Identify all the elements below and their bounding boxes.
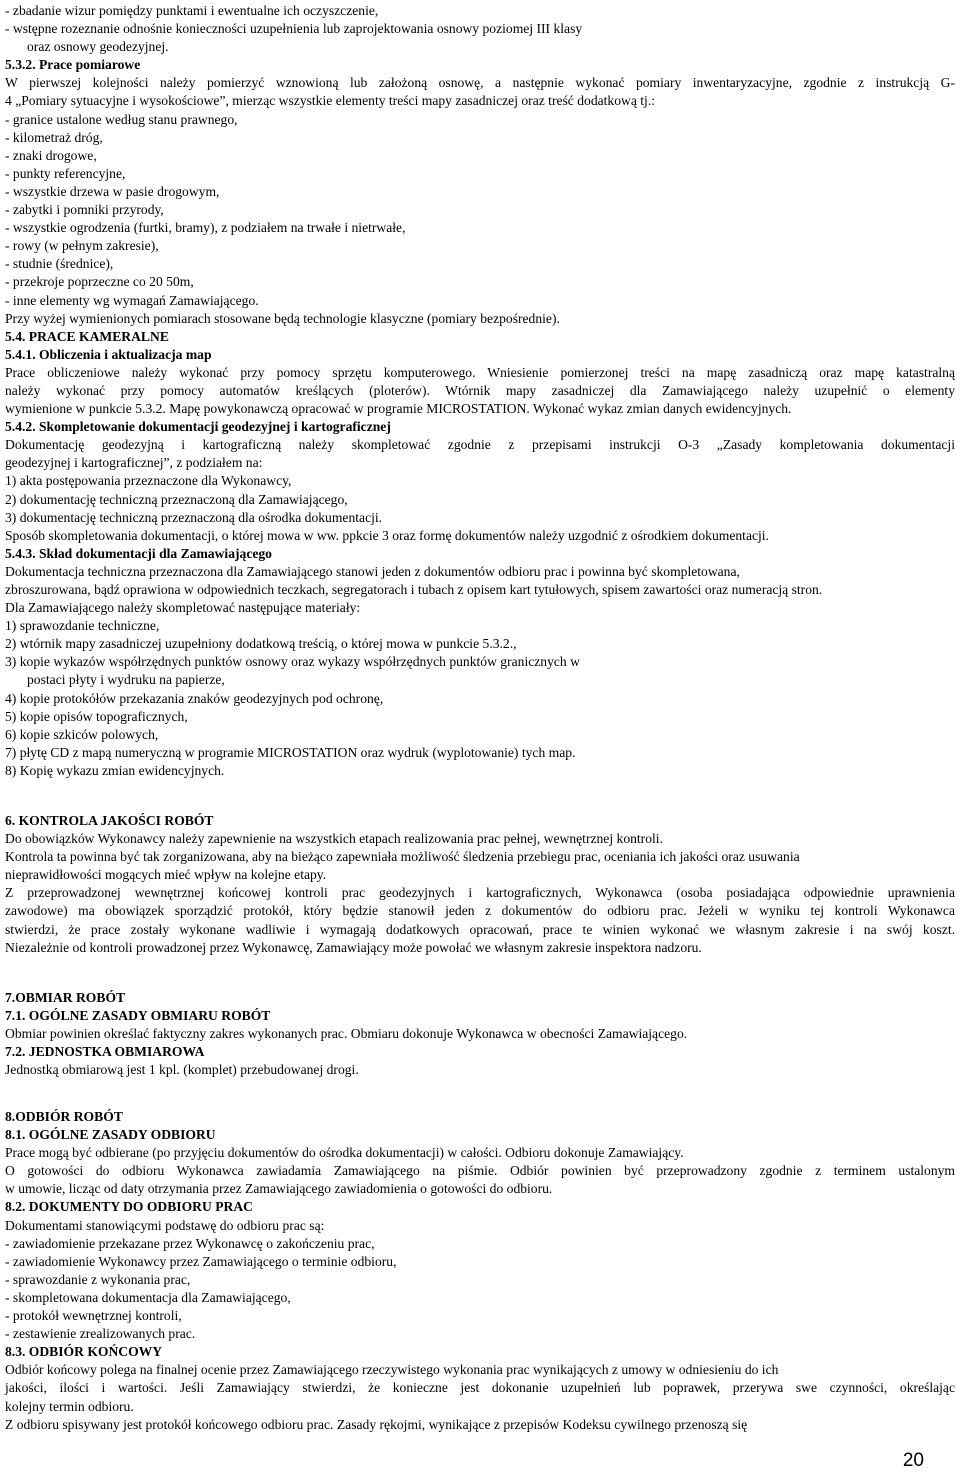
- text-line: 1) akta postępowania przeznaczone dla Wykonawcy,: [5, 473, 292, 489]
- text-line: Dokumentacja techniczna przeznaczona dla Zamawiającego stanowi jeden z dokumentów odbioru prac i powinna być skompletowana,: [5, 563, 740, 579]
- text-line: zbroszurowana, bądź oprawiona w odpowiednich teczkach, segregatorach i tubach z opisem kart tytułowych, spisem zawartości oraz numeracją stron.: [5, 582, 823, 597]
- text-line: Obmiar powinien określać faktyczny zakres wykonanych prac. Obmiaru dokonuje Wykonawca w obecności Zamawiającego.: [5, 1026, 688, 1042]
- text-line: - zawiadomienie przekazane przez Wykonawcę o zakończeniu prac,: [5, 1235, 375, 1251]
- text-block: [5, 1108, 955, 1434]
- text-line: w umowie, licząc od daty otrzymania przez Zamawiającego zawiadomienia o gotowości do odbioru.: [5, 1181, 553, 1197]
- text-line: - znaki drogowe,: [5, 147, 97, 163]
- section-heading: 8.1. OGÓLNE ZASADY ODBIORU: [5, 1127, 216, 1143]
- text-line: 5) kopie opisów topograficznych,: [5, 708, 188, 724]
- text-line: - wstępne rozeznanie odnośnie konieczności uzupełnienia lub zaprojektowania osnowy poziomej III klasy: [5, 21, 583, 37]
- section-heading: 8.2. DOKUMENTY DO ODBIORU PRAC: [5, 1199, 253, 1215]
- text-line: - kilometraż dróg,: [5, 129, 103, 145]
- section-heading: 8.3. ODBIÓR KOŃCOWY: [5, 1344, 163, 1360]
- text-line: Kontrola ta powinna być tak zorganizowana, aby na bieżąco zapewniała możliwość śledzenia przebiegu prac, oceniania ich jakości oraz usuwania: [5, 849, 800, 865]
- section-heading: 6. KONTROLA JAKOŚCI ROBÓT: [5, 813, 214, 828]
- text-line: jakości, ilości i wartości. Jeśli Zamawiający stwierdzi, że konieczne jest dokonanie uzupełnień lub poprawek, przerywa swe czynności, określając: [5, 1380, 955, 1396]
- text-block: [5, 2, 955, 780]
- text-line: Z przeprowadzonej wewnętrznej końcowej kontroli prac geodezyjnych i kartograficznych, Wykonawca (osoba posiadająca odpowiednie uprawnienia: [5, 885, 955, 901]
- section-heading: 5.4.3. Skład dokumentacji dla Zamawiającego: [5, 545, 272, 561]
- section-heading: 5.3.2. Prace pomiarowe: [5, 57, 141, 73]
- section-heading: 7.OBMIAR ROBÓT: [5, 990, 126, 1005]
- text-line: - punkty referencyjne,: [5, 165, 126, 181]
- text-line: - zestawienie zrealizowanych prac.: [5, 1326, 196, 1342]
- section-heading: 5.4.2. Skompletowanie dokumentacji geodezyjnej i kartograficznej: [5, 419, 391, 435]
- text-line: postaci płyty i wydruku na papierze,: [27, 672, 225, 688]
- section-heading: 7.2. JEDNOSTKA OBMIAROWA: [5, 1044, 205, 1060]
- text-line: 3) dokumentację techniczną przeznaczoną dla ośrodka dokumentacji.: [5, 509, 383, 525]
- text-line: Niezależnie od kontroli prowadzonej przez Wykonawcę, Zamawiający może powołać we własnym zakresie inspektora nadzoru.: [5, 939, 702, 955]
- text-line: Prace obliczeniowe należy wykonać przy pomocy sprzętu komputerowego. Wniesienie pomierzonej treści na mapę zasadniczą oraz mapę katastralną: [5, 364, 955, 380]
- text-line: stwierdzi, że prace zostały wykonane wadliwie i wymagają dodatkowych opracowań, prace te winien wykonać we własnym zakresie i na swój koszt.: [5, 921, 955, 937]
- text-line: oraz osnowy geodezyjnej.: [27, 39, 169, 55]
- text-line: W pierwszej kolejności należy pomierzyć wznowioną lub założoną osnowę, a następnie wykonać pomiary inwentaryzacyjne, zgodnie z instrukcją G-: [5, 75, 955, 91]
- text-line: - wszystkie ogrodzenia (furtki, bramy), z podziałem na trwałe i nietrwałe,: [5, 220, 406, 236]
- text-line: należy wykonać przy pomocy automatów kreślących (ploterów). Wtórnik mapy zasadniczej dla Zamawiającego należy uzupełnić o elementy: [5, 382, 955, 398]
- text-line: - wszystkie drzewa w pasie drogowym,: [5, 183, 220, 199]
- text-line: Odbiór końcowy polega na finalnej ocenie przez Zamawiającego rzeczywistego wykonania prac wynikających z umowy w odniesieniu do ich: [5, 1362, 779, 1378]
- text-line: O gotowości do odbioru Wykonawca zawiadamia Zamawiającego na piśmie. Odbiór powinien być przeprowadzony zgodnie z terminem ustalonym: [5, 1163, 955, 1179]
- text-line: Jednostką obmiarową jest 1 kpl. (komplet) przebudowanej drogi.: [5, 1062, 359, 1078]
- text-block: [5, 812, 955, 957]
- page-number: 20: [902, 1450, 924, 1471]
- text-line: - skompletowana dokumentacja dla Zamawiającego,: [5, 1289, 291, 1305]
- text-line: - zawiadomienie Wykonawcy przez Zamawiającego o terminie odbioru,: [5, 1253, 397, 1269]
- text-line: 2) dokumentację techniczną przeznaczoną dla Zamawiającego,: [5, 491, 348, 507]
- text-line: Dokumentami stanowiącymi podstawę do odbioru prac są:: [5, 1217, 325, 1233]
- text-line: - zbadanie wizur pomiędzy punktami i ewentualne ich oczyszczenie,: [5, 3, 379, 18]
- text-line: 4 „Pomiary sytuacyjne i wysokościowe”, mierząc wszystkie elementy treści mapy zasadniczej oraz treść dodatkową tj.:: [5, 93, 656, 109]
- text-line: - sprawozdanie z wykonania prac,: [5, 1271, 191, 1287]
- text-line: kolejny termin odbioru.: [5, 1398, 134, 1414]
- text-line: 6) kopie szkiców polowych,: [5, 726, 159, 742]
- text-line: Dokumentację geodezyjną i kartograficzną należy skompletować zgodnie z przepisami instrukcji O-3 „Zasady kompletowania dokumentacji: [5, 437, 955, 453]
- section-heading: 7.1. OGÓLNE ZASADY OBMIARU ROBÓT: [5, 1008, 271, 1024]
- text-line: Przy wyżej wymienionych pomiarach stosowane będą technologie klasyczne (pomiary bezpośrednie).: [5, 310, 560, 326]
- text-line: 1) sprawozdanie techniczne,: [5, 618, 160, 634]
- text-line: - granice ustalone według stanu prawnego,: [5, 111, 238, 127]
- section-heading: 5.4.1. Obliczenia i aktualizacja map: [5, 346, 212, 362]
- text-line: geodezyjnej i kartograficznej”, z podziałem na:: [5, 455, 263, 471]
- text-line: - studnie (średnice),: [5, 256, 114, 272]
- section-heading: 8.ODBIÓR ROBÓT: [5, 1109, 123, 1124]
- text-line: Sposób skompletowania dokumentacji, o której mowa w ww. ppkcie 3 oraz formę dokumentów należy uzgodnić z ośrodkiem dokumentacji.: [5, 527, 769, 543]
- text-line: 2) wtórnik mapy zasadniczej uzupełniony dodatkową treścią, o której mowa w punkcie 5.3.2.,: [5, 636, 517, 652]
- text-block: [5, 989, 955, 1079]
- section-heading: 5.4. PRACE KAMERALNE: [5, 328, 169, 344]
- text-line: - przekroje poprzeczne co 20 50m,: [5, 274, 194, 290]
- text-line: Do obowiązków Wykonawcy należy zapewnienie na wszystkich etapach realizowania prac pełnej, wewnętrznej kontroli.: [5, 831, 663, 847]
- text-line: 7) płytę CD z mapą numeryczną w programie MICROSTATION oraz wydruk (wyplotowanie) tych map.: [5, 744, 576, 760]
- text-line: zawodowe) ma obowiązek sporządzić protokół, który będzie stanowił jeden z dokumentów do odbioru prac. Jeżeli w wyniku tej kontroli Wykonawca: [5, 903, 955, 919]
- text-line: - zabytki i pomniki przyrody,: [5, 202, 164, 218]
- text-line: wymienione w punkcie 5.3.2. Mapę powykonawczą opracować w programie MICROSTATION. Wykonać wykaz zmian danych ewidencyjnych.: [5, 401, 792, 417]
- text-line: Dla Zamawiającego należy skompletować następujące materiały:: [5, 600, 361, 616]
- text-line: 8) Kopię wykazu zmian ewidencyjnych.: [5, 762, 225, 778]
- text-line: 3) kopie wykazów współrzędnych punktów osnowy oraz wykazy współrzędnych punktów granicznych w: [5, 654, 580, 670]
- text-line: 4) kopie protokółów przekazania znaków geodezyjnych pod ochronę,: [5, 690, 384, 706]
- text-line: nieprawidłowości mogących mieć wpływ na kolejne etapy.: [5, 867, 327, 883]
- text-line: - protokół wewnętrznej kontroli,: [5, 1308, 182, 1324]
- text-line: Z odbioru spisywany jest protokół końcowego odbioru prac. Zasady rękojmi, wynikające z przepisów Kodeksu cywilnego przenoszą się: [5, 1416, 748, 1432]
- text-line: - inne elementy wg wymagań Zamawiającego.: [5, 292, 259, 308]
- text-line: - rowy (w pełnym zakresie),: [5, 238, 159, 254]
- text-line: Prace mogą być odbierane (po przyjęciu dokumentów do ośrodka dokumentacji) w całości. Odbioru dokonuje Zamawiający.: [5, 1145, 684, 1161]
